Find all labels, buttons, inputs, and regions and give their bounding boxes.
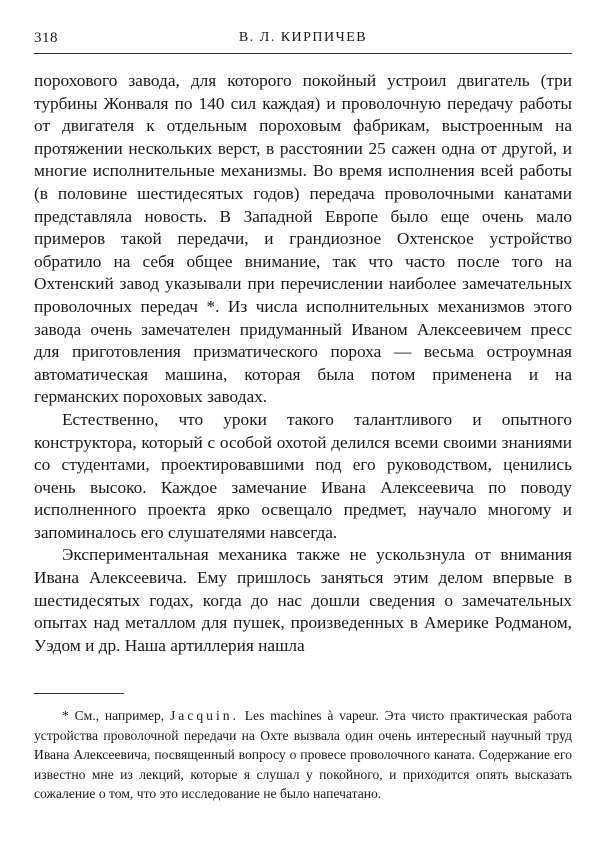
paragraph-2: Естественно, что уроки такого талантливого и опытного конструктора, который с особой охотой делился всеми своими знаниями со студентами, проектировавшими под его руководством, ценились очень высоко. Каждое замечание Ивана Алексеевича по поводу исполненного проекта ярко освещало предмет, научало многому и запоминалось его слушателями навсегда. xyxy=(34,409,572,542)
paragraph-1: порохового завода, для которого покойный устроил двигатель (три турбины Жонваля по 140 сил каждая) и проволочную передачу работы от двигателя к отдельным пороховым фабрикам, выстроенным на протяжении нескольких верст, в расстоянии 25 сажен одна от другой, и многие исполнительные механизмы. Во время исполнения всей работы (в половине шестидесятых годов) передача проволочными канатами представляла новость. В Западной Европе было еще очень мало примеров такой передачи, и грандиозное Охтенское устройство обратило на себя общее внимание, так что часто после того на Охтенский завод указывали при перечислении наиболее замечательных проволочных передач *. Из числа исполнительных механизмов этого завода очень замечателен придуманный Иваном Алексеевичем пресс для приготовления призматического пороха — весьма остроумная автоматическая машина, которая была потом применена и на германских пороховых заводах. xyxy=(34,71,572,407)
footnote-text: Эта чисто практическая работа устройства проволочной передачи на Охте вызвала один очень интересный научный труд Ивана Алексеевича, посвященный вопросу о провесе проволочного каната. Содержание его известно мне из лекций, которые я слушал у покойного, и приходится опять высказать сожаление о том, что это исследование не было напечатано. xyxy=(34,708,573,802)
page-header xyxy=(34,20,572,50)
running-title: В. Л. КИРПИЧЕВ xyxy=(238,30,368,45)
book-page xyxy=(34,20,573,802)
footnote-title: Les machines à vapeur. xyxy=(244,708,379,723)
body-text xyxy=(34,70,572,657)
paragraph-3: Экспериментальная механика также не ускользнула от внимания Ивана Алексеевича. Ему пришлось заняться этим делом впервые в шестидесятых годах, когда до нас дошли сведения о замечательных опытах над металлом для пушек, произведенных в Америке Родманом, Уэдом и др. Наша артиллерия нашла xyxy=(34,545,572,655)
footnote-rule xyxy=(34,693,124,694)
footnote xyxy=(34,706,572,804)
footnote-author: Jacquin. xyxy=(170,708,239,723)
header-rule xyxy=(34,53,572,54)
page-number: 318 xyxy=(34,30,58,46)
footnote-marker: * См., например, xyxy=(62,708,165,723)
